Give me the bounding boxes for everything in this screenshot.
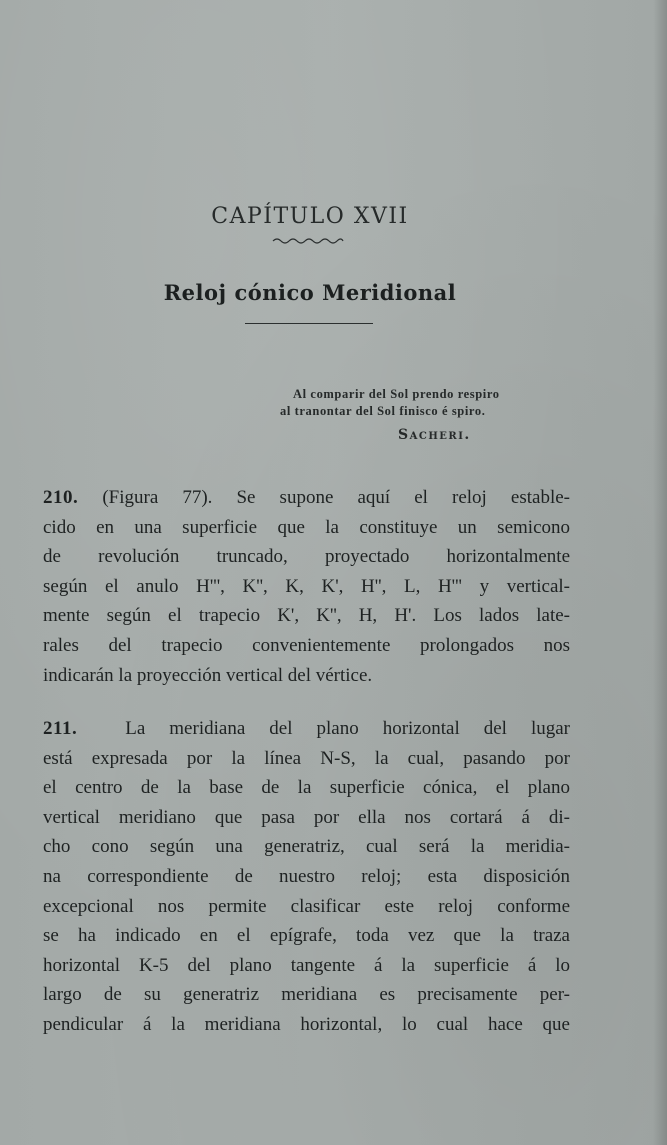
wave-ornament <box>272 236 344 246</box>
paragraph-line: vertical meridiano que pasa por ella nos cortará á di- <box>43 806 570 828</box>
title-divider <box>245 323 373 324</box>
paragraph-210 <box>43 483 570 690</box>
chapter-title: Reloj cónico Meridional <box>163 280 457 305</box>
paragraph-line: rales del trapecio convenientemente prolongados nos <box>43 634 570 656</box>
epigraph-author: Sacheri. <box>398 427 471 443</box>
paragraph-line-text: (Figura 77). Se supone aquí el reloj estable- <box>102 487 570 508</box>
paragraph-211 <box>43 714 570 1040</box>
chapter-heading: CAPÍTULO XVII <box>211 204 409 229</box>
paragraph-line: cho cono según una generatriz, cual será la meridia- <box>43 836 570 858</box>
paragraph-line <box>43 483 570 513</box>
paragraph-line: pendicular á la meridiana horizontal, lo cual hace que <box>43 1013 570 1035</box>
paragraph-line: el centro de la base de la superficie cónica, el plano <box>43 777 570 799</box>
paragraph-line: de revolución truncado, proyectado horizontalmente <box>43 546 570 568</box>
paragraph-line: na correspondiente de nuestro reloj; esta disposición <box>43 865 570 887</box>
paragraph-line: horizontal K-5 del plano tangente á la superficie á lo <box>43 954 570 976</box>
paragraph-line: según el anulo H''', K'', K, K', H'', L, H''' y vertical- <box>43 575 570 597</box>
paragraph-line: largo de su generatriz meridiana es precisamente per- <box>43 984 570 1006</box>
paragraph-line: está expresada por la línea N-S, la cual, pasando por <box>43 747 570 769</box>
epigraph <box>280 386 580 420</box>
epigraph-line: Al comparir del Sol prendo respiro <box>293 387 500 401</box>
paragraph-number: 210. <box>43 487 79 508</box>
paragraph-line-text: La meridiana del plano horizontal del lugar <box>125 718 570 739</box>
paragraph-line <box>43 714 570 744</box>
paragraph-line: indicarán la proyección vertical del vértice. <box>43 664 373 686</box>
epigraph-line: al tranontar del Sol finisco é spiro. <box>280 404 486 418</box>
paragraph-line: mente según el trapecio K', K'', H, H'. Los lados late- <box>43 605 570 627</box>
paragraph-line: cido en una superficie que la constituye un semicono <box>43 516 570 538</box>
paragraph-number: 211. <box>43 718 78 739</box>
page-edge-shadow <box>653 0 667 1145</box>
paragraph-line: se ha indicado en el epígrafe, toda vez que la traza <box>43 925 570 947</box>
paragraph-line: excepcional nos permite clasificar este reloj conforme <box>43 895 570 917</box>
